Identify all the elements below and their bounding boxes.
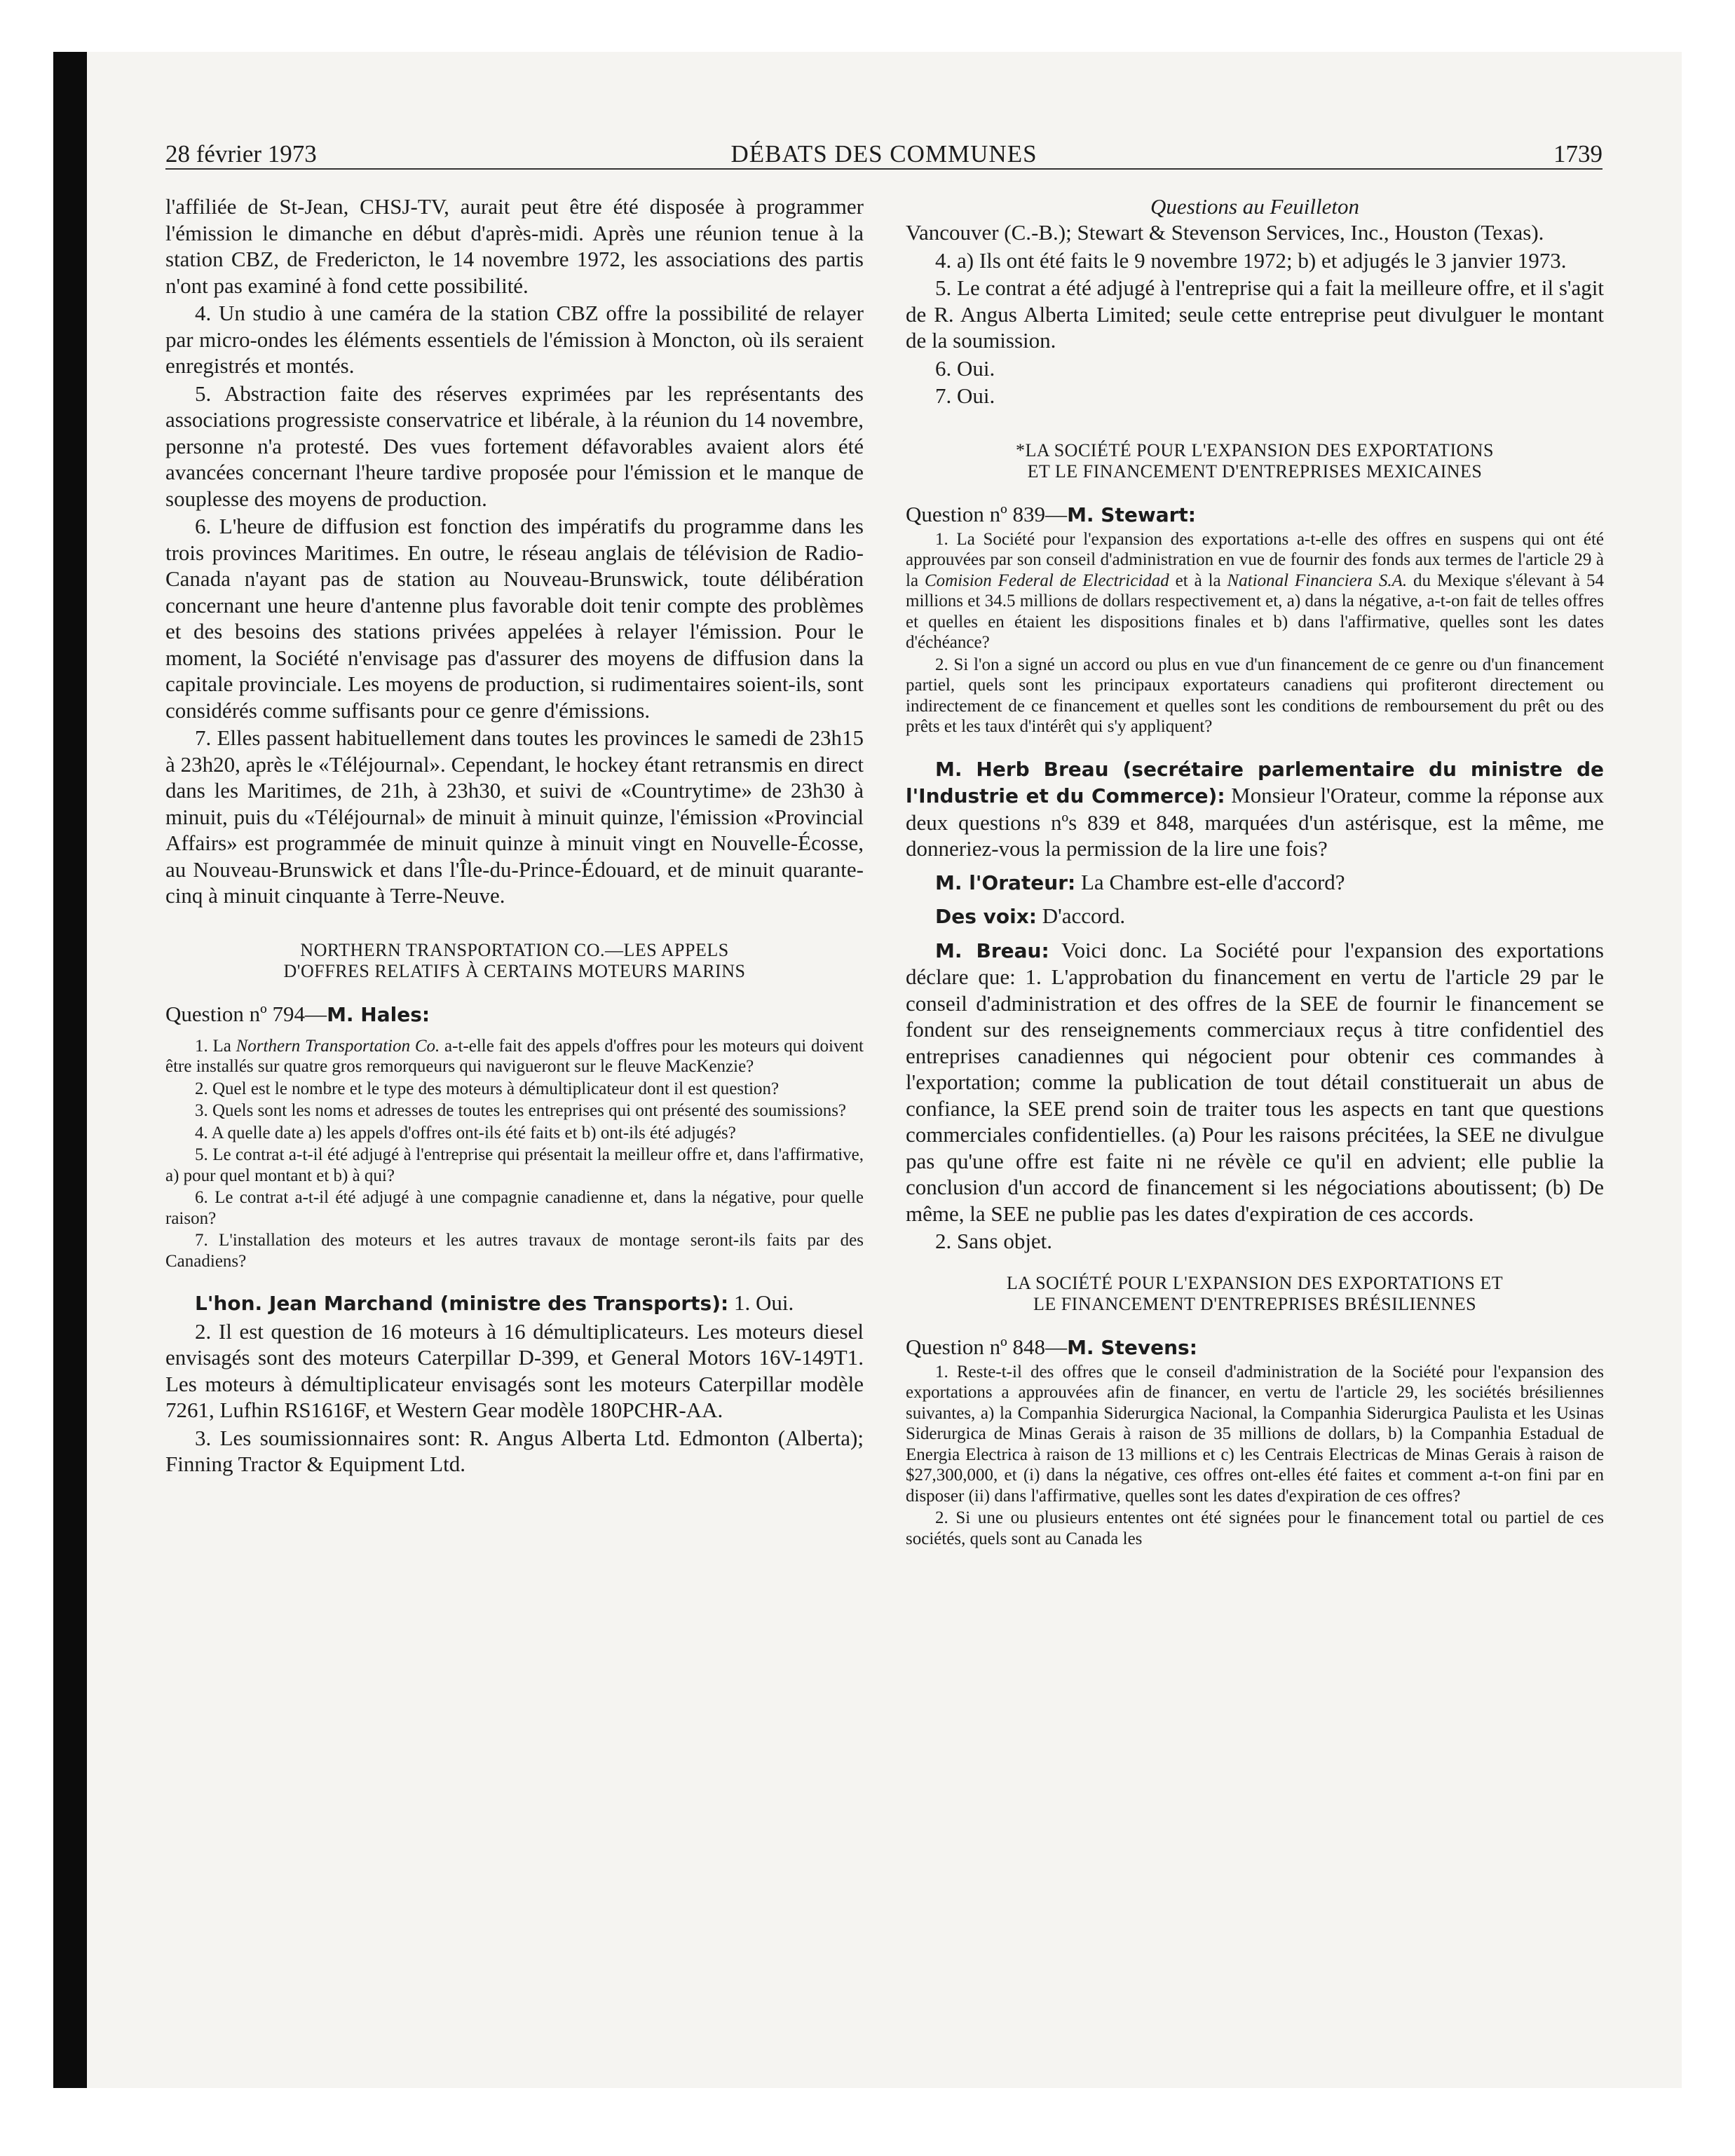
left-column <box>165 193 864 1478</box>
header-date: 28 février 1973 <box>165 140 317 168</box>
heading-line: D'OFFRES RELATIFS À CERTAINS MOTEURS MARINS <box>283 960 746 981</box>
question-item: 5. Le contrat a-t-il été adjugé à l'entreprise qui présentait la meilleur offre et, dans l'affirmative, a) pour quel montant et b) à qui? <box>165 1145 864 1185</box>
text-run-italic: Comision Federal de Electricidad <box>924 571 1169 590</box>
paragraph: 7. Elles passent habituellement dans toutes les provinces le samedi de 23h15 à 23h20, après le «Téléjournal». Cependant, le hockey étant retransmis en direct dans les Maritimes, de 21h, à 23h30, et suivi de «Countrytime» de 23h30 à minuit, puis du «Téléjournal» de minuit à minuit quinze, l'émission «Provincial Affairs» est programmée de minuit quinze à minuit vingt en Nouvelle-Écosse, au Nouveau-Brunswick et dans l'Île-du-Prince-Édouard, et de minuit quarante-cinq à minuit cinquante à Terre-Neuve. <box>165 725 864 908</box>
paragraph: 2. Sans objet. <box>935 1229 1053 1253</box>
header-title: DÉBATS DES COMMUNES <box>730 140 1037 168</box>
question-item: 7. L'installation des moteurs et les autres travaux de montage seront-ils faits par des Canadiens? <box>165 1231 864 1271</box>
paragraph: 5. Le contrat a été adjugé à l'entreprise qui a fait la meilleure offre, et il s'agit de R. Angus Alberta Limited; seule cette entreprise peut divulguer le montant de la soumission. <box>906 275 1604 353</box>
running-head: Questions au Feuilleton <box>1150 194 1359 219</box>
text-run-italic: Northern Transportation Co. <box>236 1036 440 1056</box>
question-number: Question nº 839— <box>906 501 1068 526</box>
question-item: 1. Reste-t-il des offres que le conseil d'administration de la Société pour l'expansion des exportations a approuvées afin de financer, en vertu de l'article 29, les sociétés brésiliennes suivantes, a) la Companhia Siderurgica Nacional, la Companhia Siderurgica Paulista et les Usinas Siderurgica de Minas Gerais à raison de 35 millions de dollars, b) la Companhia Estadual de Energia Electrica à raison de 13 millions et c) les Centrais Electricas de Minas Gerais à raison de $27,300,000, et (i) dans la négative, ces offres ont-elles été faites et comment a-t-on fini par en disposer (ii) dans l'affirmative, quelles sont les dates d'expiration de ces offres? <box>906 1362 1604 1506</box>
text-run: a-t-elle fait des appels d'offres pour les moteurs qui doivent être installés sur quatre gros remorqueurs qui navigueront sur le fleuve MacKenzie? <box>165 1036 864 1076</box>
question-item: 2. Si l'on a signé un accord ou plus en vue d'un financement de ce genre ou d'un financement partiel, quels sont les principaux exportateurs canadiens qui profiteront directement ou indirectement de ce financement et quelles sont les conditions de remboursement du prêt ou des prêts et les taux d'intérêt qui s'y appliquent? <box>906 655 1604 736</box>
question-item: 2. Si une ou plusieurs ententes ont été signées pour le financement total ou partiel de ces sociétés, quels sont au Canada les <box>906 1508 1604 1548</box>
paragraph: 7. Oui. <box>935 383 995 408</box>
section-heading <box>906 1273 1604 1315</box>
question-title <box>906 1333 1604 1362</box>
text-run: du Mexique s'élevant à 54 millions et 34.5 millions de dollars respectivement et, a) dans la négative, a-t-on fait de telles offres et quelles en étaient les dispositions finales et b) dans l'affirmative, quelles sont les dates d'échéance? <box>906 571 1604 652</box>
paragraph: 2. Il est question de 16 moteurs à 16 démultiplicateurs. Les moteurs diesel envisagés sont des moteurs Caterpillar D-399, et General Motors 16V-149T1. Les moteurs à démultiplicateur envisagés sont les moteurs Caterpillar modèle 7261, Lufhin RS1616F, et Western Gear modèle 180PCHR-AA. <box>165 1318 864 1422</box>
paragraph: l'affiliée de St-Jean, CHSJ-TV, aurait peut être été disposée à programmer l'émission le dimanche en début d'après-midi. Après une réunion tenue à la station CBZ, de Fredericton, le 14 novembre 1972, les associations des partis n'ont pas examiné à fond cette possibilité. <box>165 194 864 298</box>
text-run: D'accord. <box>1037 903 1126 928</box>
heading-line: LA SOCIÉTÉ POUR L'EXPANSION DES EXPORTATIONS ET <box>1006 1272 1504 1293</box>
question-item: 3. Quels sont les noms et adresses de toutes les entreprises qui ont présenté des soumissions? <box>195 1101 847 1120</box>
question-item: 2. Quel est le nombre et le type des moteurs à démultiplicateur dont il est question? <box>195 1079 780 1098</box>
text-run: Monsieur l'Orateur, comme la réponse aux deux questions nºs 839 et 848, marquées d'un astérisque, est la même, me donneriez-vous la permission de la lire une fois? <box>906 783 1604 861</box>
question-speaker: M. Stewart: <box>1067 503 1197 526</box>
paragraph: 4. a) Ils ont été faits le 9 novembre 1972; b) et adjugés le 3 janvier 1973. <box>935 247 1567 273</box>
paragraph: 6. Oui. <box>935 355 995 381</box>
paragraph: 6. L'heure de diffusion est fonction des impératifs du programme dans les trois provinces Maritimes. En outre, le réseau anglais de télévision de Radio-Canada n'ayant pas de station au Nouveau-Brunswick, toute délibération concernant une heure d'antenne plus favorable doit tenir compte des problèmes et des besoins des stations privées appelées à relayer l'émission. Pour le moment, la Société n'envisage pas d'assurer des moyens de diffusion dans la capitale provinciale. Les moyens de production, si rudimentaires soient-ils, sont considérés comme suffisants pour ce genre d'émissions. <box>165 514 864 723</box>
text-run: 1. La Société pour l'expansion des exportations a-t-elle des offres en suspens qui ont été approuvées par son conseil d'administration en vue de fournir des fonds aux termes de l'article 29 à la <box>906 529 1604 590</box>
question-item <box>906 529 1604 653</box>
question-item <box>165 1036 864 1077</box>
heading-line: *LA SOCIÉTÉ POUR L'EXPANSION DES EXPORTATIONS <box>1015 439 1495 460</box>
speech <box>906 869 1604 896</box>
scan-edge-shadow <box>53 52 87 2088</box>
text-run: 1. Oui. <box>728 1290 794 1315</box>
text-run: 1. La <box>195 1036 236 1056</box>
heading-line: ET LE FINANCEMENT D'ENTREPRISES MEXICAINES <box>1027 460 1483 482</box>
answer-paragraph <box>165 1290 864 1317</box>
paragraph: Vancouver (C.-B.); Stewart & Stevenson Services, Inc., Houston (Texas). <box>906 220 1544 245</box>
page-header <box>165 140 1603 170</box>
speaker-name: M. Herb Breau (secrétaire parlementaire du ministre de l'Industrie et du Commerce): <box>906 757 1604 807</box>
right-column <box>906 193 1604 1549</box>
question-speaker: M. Stevens: <box>1067 1335 1197 1359</box>
question-title <box>165 1000 864 1029</box>
text-run: La Chambre est-elle d'accord? <box>1075 869 1345 894</box>
question-title <box>906 500 1604 529</box>
speaker-name: Des voix: <box>935 905 1037 928</box>
heading-line: LE FINANCEMENT D'ENTREPRISES BRÉSILIENNES <box>1033 1293 1477 1314</box>
question-item: 4. A quelle date a) les appels d'offres ont-ils été faits et b) ont-ils été adjugés? <box>195 1123 736 1142</box>
text-run-italic: National Financiera S.A. <box>1227 571 1408 590</box>
section-heading <box>165 940 864 982</box>
paragraph: 4. Un studio à une caméra de la station CBZ offre la possibilité de relayer par micro-ondes les éléments essentiels de l'émission à Moncton, où ils seraient enregistrés et montés. <box>165 301 864 378</box>
speech <box>906 903 1604 930</box>
paragraph: 3. Les soumissionnaires sont: R. Angus Alberta Ltd. Edmonton (Alberta); Finning Tractor & Equipment Ltd. <box>165 1425 864 1476</box>
question-item: 6. Le contrat a-t-il été adjugé à une compagnie canadienne et, dans la négative, pour quelle raison? <box>165 1188 864 1228</box>
speech <box>906 756 1604 862</box>
heading-line: NORTHERN TRANSPORTATION CO.—LES APPELS <box>300 939 729 960</box>
answer-speaker: L'hon. Jean Marchand (ministre des Transports): <box>195 1292 729 1315</box>
text-run: Voici donc. La Société pour l'expansion des exportations déclare que: 1. L'approbation du financement en vertu de l'article 29 par le conseil d'administration et des offres de la SEE de fournir le financement se fondent sur des renseignements commerciaux reçus à titre confidentiel des entreprises canadiennes qui négocient pour obtenir ces commandes à l'exportation; comme la publication de tout détail constituerait un abus de confiance, la SEE prend soin de traiter tous les aspects en tant que questions commerciales confidentielles. (a) Pour les raisons précitées, la SEE ne divulgue pas qu'une offre est faite ni ne révèle ce qu'il en advient; elle publie la conclusion d'un accord de financement si les négociations aboutissent; (b) De même, la SEE ne publie pas les dates d'expiration de ces accords. <box>906 937 1604 1226</box>
text-run: et à la <box>1169 571 1227 590</box>
speech <box>906 937 1604 1227</box>
question-number: Question nº 848— <box>906 1334 1068 1359</box>
question-number: Question nº 794— <box>165 1001 327 1026</box>
section-heading <box>906 440 1604 482</box>
page-number: 1739 <box>1553 140 1603 168</box>
speaker-name: M. l'Orateur: <box>935 871 1076 894</box>
speaker-name: M. Breau: <box>935 939 1049 962</box>
paragraph: 5. Abstraction faite des réserves exprimées par les représentants des associations progressiste conservatrice et libérale, à la réunion du 14 novembre, personne n'a protesté. Des vues fortement défavorables avaient alors été avancées concernant l'heure tardive proposée pour l'émission et le manque de souplesse des moyens de production. <box>165 381 864 511</box>
question-speaker: M. Hales: <box>327 1002 430 1026</box>
